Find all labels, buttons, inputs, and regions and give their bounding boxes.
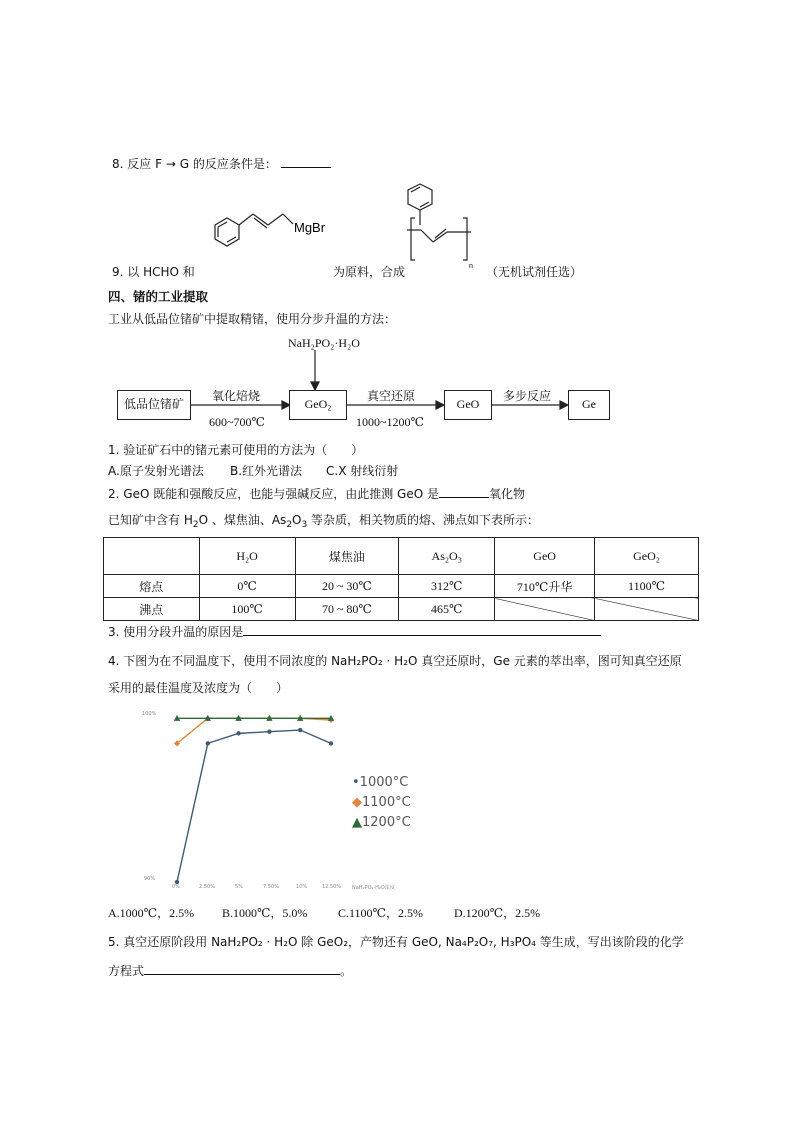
step1-bottom-label: 600~700℃: [209, 415, 265, 429]
subscript: 2: [286, 520, 293, 530]
polymer-n: n: [469, 263, 473, 270]
x-tick-label: 2.50%: [199, 884, 215, 890]
known-info: [108, 512, 539, 528]
x-axis-label: NaH₂PO₂·H₂O浓度: [352, 885, 395, 891]
question-number: 8.: [112, 157, 124, 171]
answer-blank[interactable]: [243, 623, 601, 636]
q4-option-d[interactable]: D.1200℃，2.5%: [454, 906, 541, 920]
table-cell: 0℃: [199, 575, 295, 598]
known-text: 已知矿中含有 H: [108, 513, 193, 527]
table-cell-empty: [595, 598, 699, 621]
question-9-mid: [333, 264, 405, 280]
legend-item-1200: [352, 815, 411, 830]
table-row: [104, 598, 699, 621]
subscript: 3: [301, 520, 308, 530]
step2-bottom-label: 1000~1200℃: [356, 415, 424, 429]
question-1: 1. 验证矿石中的锗元素可使用的方法为（ ）: [108, 443, 364, 457]
section-intro: 工业从低品位锗矿中提取精锗，使用分步升温的方法：: [108, 312, 397, 326]
question-4-line2: 采用的最佳温度及浓度为（ ）: [108, 681, 289, 695]
q4-option-a[interactable]: A.1000℃，2.5%: [108, 906, 195, 920]
data-point: [298, 728, 302, 732]
question-5-line1: 5. 真空还原阶段用 NaH₂PO₂ · H₂O 除 GeO₂，产物还有 GeO, Na₄P₂O₇, H₃PO₄ 等生成，写出该阶段的化学: [108, 935, 684, 949]
q1-option-a[interactable]: A.原子发射光谱法: [108, 464, 204, 478]
arrow-symbol: →: [165, 157, 176, 171]
row-label: 熔点: [104, 575, 200, 598]
question-number: 9.: [112, 265, 124, 279]
question-text: 反应 F: [127, 157, 162, 171]
data-point: [236, 731, 240, 735]
table-header-cell: 煤焦油: [295, 538, 399, 575]
mgbr-label: MgBr: [294, 220, 326, 235]
flow-box-geo: GeO: [444, 390, 492, 420]
x-tick-label: 10%: [296, 884, 308, 890]
answer-blank[interactable]: [439, 485, 489, 498]
table-row: [104, 575, 699, 598]
reagent-label: NaH₂PO₂·H₂O: [288, 336, 360, 350]
legend-label: 1200°C: [362, 815, 411, 830]
q1-option-c[interactable]: C.X 射线衍射: [326, 464, 399, 478]
known-text: O: [292, 513, 302, 527]
row-label: 沸点: [104, 598, 200, 621]
polymer-structure: [407, 184, 471, 260]
question-text: 氧化物: [488, 487, 525, 501]
legend-label: 1000°C: [359, 775, 409, 790]
question-9-end: [486, 264, 582, 280]
legend-marker-circle: •: [352, 775, 360, 790]
question-text: 2. GeO 既能和强酸反应，也能与强碱反应，由此推测 GeO 是: [108, 487, 439, 501]
table-header-cell: GeO: [495, 538, 595, 575]
x-tick-label: 12.50%: [322, 884, 342, 890]
flow-box-ore: 低品位锗矿: [117, 390, 191, 420]
step2-top-label: 真空还原: [367, 389, 416, 403]
question-9: [112, 264, 195, 280]
question-text: （无机试剂任选）: [486, 265, 583, 279]
legend-marker-diamond: ◆: [352, 795, 362, 810]
table-cell: 1100℃: [595, 575, 699, 598]
table-header-row: [104, 538, 699, 575]
x-tick-label: 5%: [235, 884, 243, 890]
q4-option-c[interactable]: C.1100℃，2.5%: [338, 906, 423, 920]
allyl-chain: [239, 214, 293, 228]
properties-table: [103, 537, 699, 621]
q1-option-b[interactable]: B.红外光谱法: [230, 464, 303, 478]
x-tick-label: 0%: [172, 884, 180, 890]
y-tick-label-bottom: 90%: [144, 876, 156, 882]
question-4-line1: 4. 下图为在不同温度下，使用不同浓度的 NaH₂PO₂ · H₂O 真空还原时，Ge 元素的萃出率，图可知真空还原: [108, 654, 682, 668]
question-5-line2: [108, 962, 352, 979]
known-text: 等杂质，相关物质的熔、沸点如下表所示：: [307, 513, 540, 527]
legend-item-1000: [352, 775, 408, 790]
question-text: 。: [340, 964, 353, 978]
flow-box-geo2: GeO₂: [289, 390, 347, 420]
answer-blank[interactable]: [144, 962, 340, 975]
subscript: 2: [192, 520, 199, 530]
q4-option-b[interactable]: B.1000℃，5.0%: [222, 906, 308, 920]
legend-item-1100: [352, 795, 411, 810]
legend-marker-triangle: ▲: [352, 815, 362, 830]
answer-blank[interactable]: [281, 155, 331, 168]
question-3: [108, 623, 601, 640]
table-cell-empty: [495, 598, 595, 621]
series-line-1000°C: [177, 730, 331, 882]
question-text: G 的反应条件是：: [179, 157, 277, 171]
table-header-cell: [104, 538, 200, 575]
question-8: [112, 155, 331, 172]
question-text: 为原料，合成: [333, 265, 406, 279]
known-text: O 、煤焦油、As: [198, 513, 287, 527]
data-point: [329, 741, 333, 745]
step1-top-label: 氧化焙烧: [212, 389, 261, 403]
table-cell: 70 ~ 80℃: [295, 598, 399, 621]
benzene-ring-1: [215, 218, 239, 246]
section-heading: 四、锗的工业提取: [108, 289, 209, 304]
table-cell: 465℃: [399, 598, 495, 621]
table-header-cell: H₂O: [199, 538, 295, 575]
table-cell: 312℃: [399, 575, 495, 598]
question-2: [108, 485, 525, 502]
legend-label: 1100°C: [362, 795, 411, 810]
flow-box-ge: Ge: [568, 390, 610, 420]
y-tick-label-top: 100%: [142, 711, 157, 717]
table-header-cell: GeO₂: [595, 538, 699, 575]
question-text: 以 HCHO 和: [127, 265, 195, 279]
table-cell: 20 ~ 30℃: [295, 575, 399, 598]
table-header-cell: As₂O₃: [399, 538, 495, 575]
table-cell: 710℃升华: [495, 575, 595, 598]
table-cell: 100℃: [199, 598, 295, 621]
x-tick-label: 7.50%: [263, 884, 279, 890]
step3-top-label: 多步反应: [503, 389, 552, 403]
data-point: [206, 741, 210, 745]
data-point: [267, 730, 271, 734]
series-line-1100°C: [177, 718, 331, 743]
question-text: 3. 使用分段升温的原因是: [108, 625, 244, 639]
question-text: 方程式: [108, 964, 145, 978]
